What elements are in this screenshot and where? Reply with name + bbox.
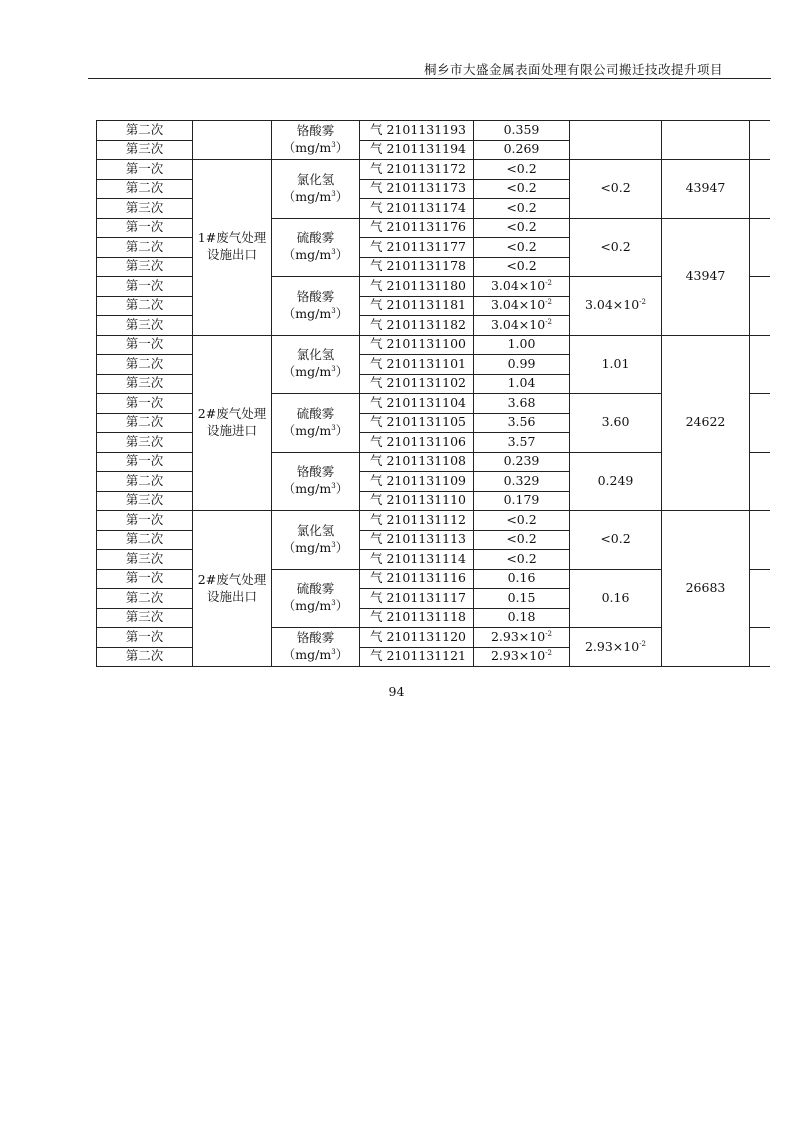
- table-row: [97, 335, 770, 355]
- sample-id-cell: 气 2101131100: [360, 335, 474, 355]
- pollutant-unit: $(mg/m^3)$: [282, 247, 349, 263]
- concentration-cell: $3.04\times 10^{-2}$: [474, 277, 570, 297]
- average-cell: $3.04\times 10^{-2}$: [570, 277, 662, 336]
- trailing-cell: [750, 452, 770, 511]
- concentration-cell: $3.04\times 10^{-2}$: [474, 316, 570, 336]
- sample-id-cell: 气 2101131108: [360, 452, 474, 472]
- concentration-cell: 0.239: [474, 452, 570, 472]
- trailing-cell: [750, 569, 770, 628]
- round-cell: 第一次: [97, 160, 193, 180]
- pollutant-cell: [272, 569, 360, 628]
- round-cell: 第三次: [97, 374, 193, 394]
- sample-id-cell: 气 2101131181: [360, 296, 474, 316]
- concentration-cell: $3.04\times 10^{-2}$: [474, 296, 570, 316]
- pollutant-name: 铬酸雾: [296, 288, 335, 304]
- sample-id-cell: 气 2101131116: [360, 569, 474, 589]
- pollutant-unit: $(mg/m^3)$: [282, 140, 349, 155]
- trailing-cell: [750, 121, 770, 160]
- table-row: [97, 121, 770, 141]
- round-cell: 第二次: [97, 413, 193, 433]
- pollutant-cell: [272, 277, 360, 336]
- concentration-cell: 0.99: [474, 355, 570, 375]
- concentration-cell: 0.359: [474, 121, 570, 141]
- average-cell: <0.2: [570, 218, 662, 277]
- round-cell: 第一次: [97, 452, 193, 472]
- round-cell: 第二次: [97, 589, 193, 609]
- flow-cell: 24622: [662, 335, 750, 511]
- location-cell: 2#废气处理设施出口: [193, 511, 272, 667]
- concentration-cell: <0.2: [474, 179, 570, 199]
- pollutant-unit: $(mg/m^3)$: [282, 647, 349, 662]
- concentration-cell: 3.57: [474, 433, 570, 453]
- sample-id-cell: 气 2101131101: [360, 355, 474, 375]
- average-cell: <0.2: [570, 511, 662, 570]
- concentration-cell: 0.18: [474, 608, 570, 628]
- round-cell: 第二次: [97, 121, 193, 141]
- round-cell: 第三次: [97, 433, 193, 453]
- concentration-cell: <0.2: [474, 238, 570, 258]
- sample-id-cell: 气 2101131177: [360, 238, 474, 258]
- concentration-cell: <0.2: [474, 257, 570, 277]
- average-cell: [570, 121, 662, 160]
- flow-cell: 43947: [662, 160, 750, 219]
- sample-id-cell: 气 2101131113: [360, 530, 474, 550]
- average-cell: 3.60: [570, 394, 662, 453]
- pollutant-name: 铬酸雾: [296, 630, 335, 646]
- sample-id-cell: 气 2101131112: [360, 511, 474, 531]
- trailing-cell: [750, 218, 770, 277]
- concentration-cell: 3.68: [474, 394, 570, 414]
- concentration-cell: <0.2: [474, 218, 570, 238]
- sample-id-cell: 气 2101131194: [360, 140, 474, 160]
- sample-id-cell: 气 2101131109: [360, 472, 474, 492]
- pollutant-unit: $(mg/m^3)$: [282, 188, 349, 204]
- concentration-cell: 3.56: [474, 413, 570, 433]
- trailing-cell: [750, 511, 770, 570]
- pollutant-cell: [272, 452, 360, 511]
- trailing-cell: [750, 277, 770, 336]
- round-cell: 第二次: [97, 530, 193, 550]
- table-row: [97, 160, 770, 180]
- sample-id-cell: 气 2101131176: [360, 218, 474, 238]
- pollutant-cell: [272, 121, 360, 160]
- pollutant-cell: [272, 511, 360, 570]
- round-cell: 第一次: [97, 335, 193, 355]
- average-cell: 0.249: [570, 452, 662, 511]
- round-cell: 第二次: [97, 179, 193, 199]
- pollutant-cell: [272, 335, 360, 394]
- pollutant-name: 氯化氢: [296, 171, 335, 187]
- sample-id-cell: 气 2101131182: [360, 316, 474, 336]
- concentration-cell: 1.00: [474, 335, 570, 355]
- sample-id-cell: 气 2101131118: [360, 608, 474, 628]
- trailing-cell: [750, 160, 770, 219]
- pollutant-name: 氯化氢: [296, 347, 335, 363]
- concentration-cell: <0.2: [474, 530, 570, 550]
- document-header-title: 桐乡市大盛金属表面处理有限公司搬迁技改提升项目: [423, 62, 723, 77]
- sample-id-cell: 气 2101131106: [360, 433, 474, 453]
- pollutant-name: 硫酸雾: [296, 405, 335, 421]
- sample-id-cell: 气 2101131173: [360, 179, 474, 199]
- sample-id-cell: 气 2101131180: [360, 277, 474, 297]
- table-row: [97, 511, 770, 531]
- pollutant-cell: [272, 628, 360, 667]
- concentration-cell: 0.329: [474, 472, 570, 492]
- concentration-cell: $2.93\times 10^{-2}$: [474, 628, 570, 648]
- concentration-cell: <0.2: [474, 199, 570, 219]
- flow-cell: 26683: [662, 511, 750, 667]
- round-cell: 第三次: [97, 199, 193, 219]
- round-cell: 第二次: [97, 238, 193, 258]
- concentration-cell: 0.179: [474, 491, 570, 511]
- pollutant-unit: $(mg/m^3)$: [282, 539, 349, 555]
- round-cell: 第三次: [97, 316, 193, 336]
- sample-id-cell: 气 2101131102: [360, 374, 474, 394]
- header-divider: [88, 78, 771, 79]
- sample-id-cell: 气 2101131114: [360, 550, 474, 570]
- round-cell: 第二次: [97, 647, 193, 667]
- trailing-cell: [750, 335, 770, 394]
- round-cell: 第二次: [97, 355, 193, 375]
- average-cell: <0.2: [570, 160, 662, 219]
- location-cell: 2#废气处理设施进口: [193, 335, 272, 511]
- concentration-cell: <0.2: [474, 550, 570, 570]
- round-cell: 第一次: [97, 511, 193, 531]
- location-cell: 1#废气处理设施出口: [193, 160, 272, 336]
- sample-id-cell: 气 2101131172: [360, 160, 474, 180]
- pollutant-unit: $(mg/m^3)$: [282, 481, 349, 497]
- pollutant-name: 铬酸雾: [296, 123, 335, 139]
- round-cell: 第一次: [97, 394, 193, 414]
- average-cell: 1.01: [570, 335, 662, 394]
- sample-id-cell: 气 2101131178: [360, 257, 474, 277]
- concentration-cell: 0.15: [474, 589, 570, 609]
- monitoring-results-table: [96, 120, 770, 667]
- average-cell: $2.93\times 10^{-2}$: [570, 628, 662, 667]
- pollutant-name: 铬酸雾: [296, 464, 335, 480]
- pollutant-name: 氯化氢: [296, 522, 335, 538]
- pollutant-cell: [272, 218, 360, 277]
- pollutant-unit: $(mg/m^3)$: [282, 598, 349, 614]
- sample-id-cell: 气 2101131193: [360, 121, 474, 141]
- flow-cell: 43947: [662, 218, 750, 335]
- pollutant-unit: $(mg/m^3)$: [282, 305, 349, 321]
- round-cell: 第一次: [97, 628, 193, 648]
- sample-id-cell: 气 2101131120: [360, 628, 474, 648]
- sample-id-cell: 气 2101131121: [360, 647, 474, 667]
- pollutant-cell: [272, 160, 360, 219]
- pollutant-unit: $(mg/m^3)$: [282, 422, 349, 438]
- round-cell: 第二次: [97, 296, 193, 316]
- sample-id-cell: 气 2101131174: [360, 199, 474, 219]
- concentration-cell: <0.2: [474, 160, 570, 180]
- pollutant-name: 硫酸雾: [296, 581, 335, 597]
- concentration-cell: 1.04: [474, 374, 570, 394]
- round-cell: 第一次: [97, 569, 193, 589]
- round-cell: 第三次: [97, 140, 193, 160]
- location-cell: [193, 121, 272, 160]
- round-cell: 第三次: [97, 550, 193, 570]
- concentration-cell: 0.269: [474, 140, 570, 160]
- round-cell: 第三次: [97, 608, 193, 628]
- page-number: 94: [388, 684, 405, 699]
- round-cell: 第二次: [97, 472, 193, 492]
- pollutant-name: 硫酸雾: [296, 230, 335, 246]
- round-cell: 第三次: [97, 257, 193, 277]
- sample-id-cell: 气 2101131117: [360, 589, 474, 609]
- flow-cell: [662, 121, 750, 160]
- sample-id-cell: 气 2101131104: [360, 394, 474, 414]
- round-cell: 第三次: [97, 491, 193, 511]
- average-cell: 0.16: [570, 569, 662, 628]
- sample-id-cell: 气 2101131110: [360, 491, 474, 511]
- concentration-cell: 0.16: [474, 569, 570, 589]
- concentration-cell: <0.2: [474, 511, 570, 531]
- sample-id-cell: 气 2101131105: [360, 413, 474, 433]
- round-cell: 第一次: [97, 277, 193, 297]
- trailing-cell: [750, 628, 770, 667]
- concentration-cell: $2.93\times 10^{-2}$: [474, 647, 570, 667]
- trailing-cell: [750, 394, 770, 453]
- pollutant-cell: [272, 394, 360, 453]
- round-cell: 第一次: [97, 218, 193, 238]
- pollutant-unit: $(mg/m^3)$: [282, 364, 349, 380]
